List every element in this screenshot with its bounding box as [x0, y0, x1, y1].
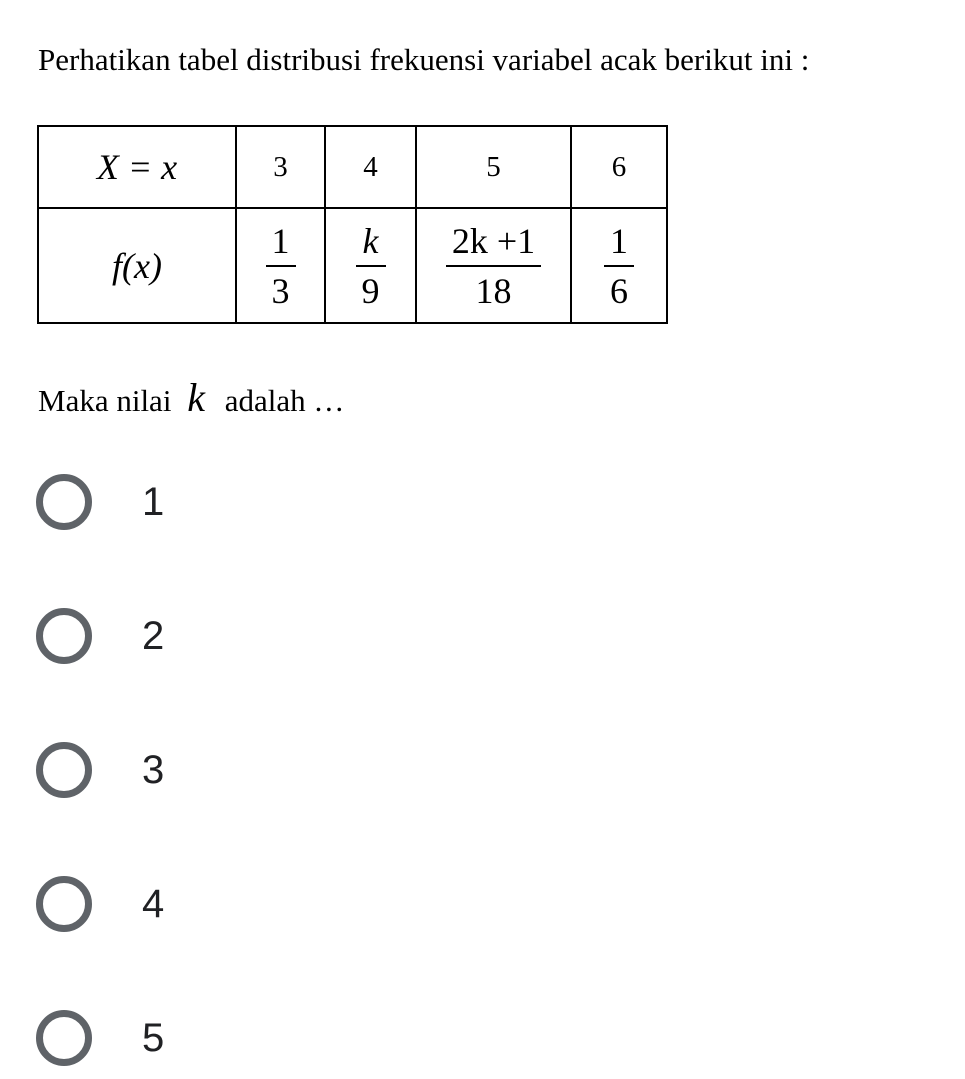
answer-option-label: 4 — [142, 881, 165, 926]
answer-option-label: 5 — [142, 1015, 165, 1060]
row-x-label — [38, 126, 236, 208]
answer-option-1[interactable] — [36, 467, 436, 537]
fraction-denominator: 9 — [361, 270, 380, 311]
answer-option-label: 3 — [142, 747, 165, 792]
row-x-label-text: X = x — [96, 147, 178, 187]
answer-option-3[interactable] — [36, 735, 436, 805]
fraction — [266, 221, 296, 311]
fraction — [604, 221, 634, 311]
radio-button-icon[interactable] — [36, 876, 92, 932]
fraction-numerator: 1 — [604, 221, 634, 267]
question-text: Perhatikan tabel distribusi frekuensi variabel acak berikut ini : — [38, 42, 810, 77]
radio-button-icon[interactable] — [36, 608, 92, 664]
prompt-variable: k — [187, 375, 205, 420]
row-f-label-text: f(x) — [112, 245, 162, 286]
answer-option-5[interactable] — [36, 1003, 436, 1073]
fraction-numerator: 1 — [266, 221, 296, 267]
x-value-cell: 6 — [571, 126, 667, 208]
fraction-denominator: 18 — [475, 270, 512, 311]
radio-button-icon[interactable] — [36, 474, 92, 530]
fraction — [356, 221, 386, 311]
fraction-numerator: k — [356, 221, 386, 267]
x-value-cell: 4 — [325, 126, 416, 208]
fraction-numerator: 2k +1 — [446, 221, 541, 267]
row-f-label — [38, 208, 236, 323]
fraction-denominator: 3 — [271, 270, 290, 311]
answer-option-4[interactable] — [36, 869, 436, 939]
frequency-distribution-table — [37, 125, 668, 324]
fraction-denominator: 6 — [610, 270, 628, 311]
table-row-fx — [38, 208, 667, 323]
prompt-text — [38, 376, 344, 423]
answer-option-label: 1 — [142, 479, 165, 524]
answer-option-2[interactable] — [36, 601, 436, 671]
fraction — [446, 221, 541, 311]
fx-cell — [571, 208, 667, 323]
radio-button-icon[interactable] — [36, 1010, 92, 1066]
table-row-x — [38, 126, 667, 208]
x-value-cell: 3 — [236, 126, 325, 208]
radio-button-icon[interactable] — [36, 742, 92, 798]
prompt-before: Maka nilai — [38, 383, 172, 418]
answer-option-label: 2 — [142, 613, 165, 658]
fx-cell — [416, 208, 571, 323]
fx-cell — [236, 208, 325, 323]
prompt-after: adalah … — [224, 383, 345, 418]
fx-cell — [325, 208, 416, 323]
x-value-cell: 5 — [416, 126, 571, 208]
